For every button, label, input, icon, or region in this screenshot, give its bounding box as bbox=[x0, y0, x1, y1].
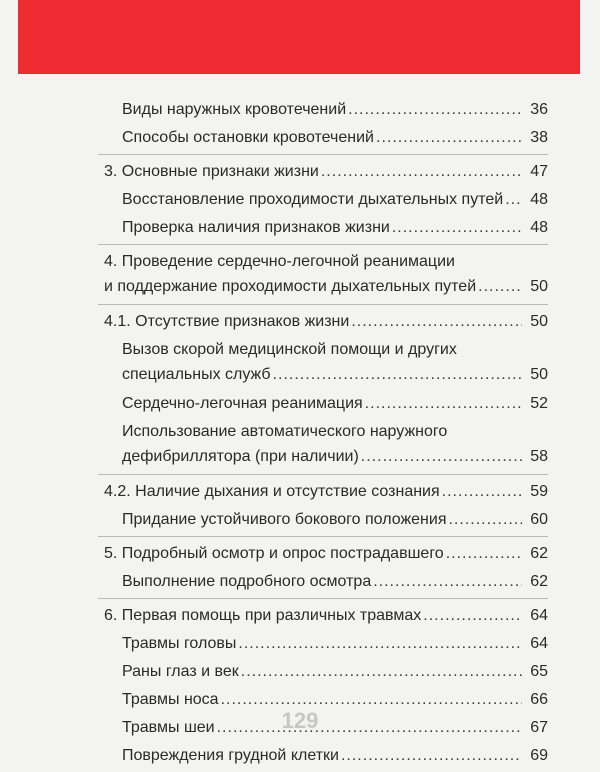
toc-entry-title: и поддержание проходимости дыхательных путей bbox=[104, 278, 477, 295]
toc-entry bbox=[122, 570, 548, 594]
toc-entry-line bbox=[104, 310, 548, 334]
toc-entry bbox=[122, 126, 548, 150]
toc-entry bbox=[104, 160, 548, 184]
toc-page-number: 59 bbox=[530, 483, 548, 500]
toc-entry-line bbox=[122, 444, 548, 470]
toc-dot-leader bbox=[341, 744, 522, 768]
toc-entry-title: 6. Первая помощь при различных травмах bbox=[104, 607, 422, 624]
toc-entry-title: 4. Проведение сердечно-легочной реанимации bbox=[104, 253, 455, 270]
toc-entry bbox=[104, 310, 548, 334]
toc-dot-leader bbox=[446, 542, 522, 566]
toc-page-number: 65 bbox=[530, 663, 548, 680]
toc-page-number: 52 bbox=[530, 395, 548, 412]
toc-entry-line bbox=[122, 660, 548, 684]
toc-page-number: 47 bbox=[530, 163, 548, 180]
toc-entry bbox=[104, 542, 548, 566]
toc-entry-title: Травмы шеи bbox=[122, 719, 215, 736]
toc-entry bbox=[122, 508, 548, 532]
toc-page-number: 62 bbox=[530, 573, 548, 590]
toc-entry-title: Восстановление проходимости дыхательных путей bbox=[122, 191, 504, 208]
section-divider bbox=[98, 244, 548, 245]
toc-entry bbox=[122, 98, 548, 122]
section-divider bbox=[98, 474, 548, 475]
toc-dot-leader bbox=[361, 444, 522, 470]
section-divider bbox=[98, 598, 548, 599]
toc-entry bbox=[122, 420, 548, 470]
toc-dot-leader bbox=[448, 508, 522, 532]
toc-page-number: 60 bbox=[530, 511, 548, 528]
toc-entry-line bbox=[122, 392, 548, 416]
toc-page-number: 64 bbox=[530, 607, 548, 624]
toc-page-number: 38 bbox=[530, 129, 548, 146]
toc-entry-line bbox=[122, 744, 548, 768]
toc-entry-title: 4.2. Наличие дыхания и отсутствие сознания bbox=[104, 483, 440, 500]
toc-entry-line bbox=[122, 420, 548, 444]
toc-entry-line bbox=[122, 98, 548, 122]
toc-entry-title: Травмы носа bbox=[122, 691, 219, 708]
toc-entry-line bbox=[122, 188, 548, 212]
toc-dot-leader bbox=[365, 392, 522, 416]
toc-entry-title: Травмы головы bbox=[122, 635, 237, 652]
toc-page-number: 58 bbox=[530, 448, 548, 465]
toc-entry-line bbox=[104, 542, 548, 566]
toc-entry-title: Виды наружных кровотечений bbox=[122, 101, 347, 118]
toc-dot-leader bbox=[238, 632, 522, 656]
toc-page-number: 50 bbox=[530, 278, 548, 295]
red-header-banner bbox=[18, 0, 580, 74]
toc-entry-title: 5. Подробный осмотр и опрос пострадавшего bbox=[104, 545, 444, 562]
toc-entry bbox=[122, 216, 548, 240]
toc-entry-line bbox=[122, 362, 548, 388]
toc-entry bbox=[122, 338, 548, 388]
toc-page-number: 50 bbox=[530, 366, 548, 383]
toc-entry-line bbox=[104, 604, 548, 628]
toc-entry-line bbox=[122, 632, 548, 656]
toc-dot-leader bbox=[351, 310, 522, 334]
page-number: 129 bbox=[281, 708, 319, 733]
toc-page-number: 66 bbox=[530, 691, 548, 708]
toc-page-number: 69 bbox=[530, 747, 548, 764]
toc-entry-title: Способы остановки кровотечений bbox=[122, 129, 374, 146]
toc-dot-leader bbox=[376, 126, 522, 150]
toc-entry-title: дефибриллятора (при наличии) bbox=[122, 448, 359, 465]
toc-dot-leader bbox=[373, 570, 522, 594]
toc-entry bbox=[104, 604, 548, 628]
toc-entry bbox=[122, 744, 548, 768]
toc-entry bbox=[122, 660, 548, 684]
toc-entry-title: Сердечно-легочная реанимация bbox=[122, 395, 363, 412]
toc-entry-line bbox=[122, 338, 548, 362]
table-of-contents bbox=[104, 98, 548, 772]
toc-entry-line bbox=[104, 160, 548, 184]
toc-dot-leader bbox=[442, 480, 522, 504]
toc-entry-line bbox=[122, 508, 548, 532]
toc-dot-leader bbox=[321, 160, 522, 184]
toc-page-number: 64 bbox=[530, 635, 548, 652]
toc-entry-line bbox=[122, 126, 548, 150]
toc-entry-title: Раны глаз и век bbox=[122, 663, 239, 680]
toc-entry-line bbox=[122, 570, 548, 594]
toc-entry-line bbox=[122, 216, 548, 240]
toc-entry-line bbox=[104, 480, 548, 504]
toc-page-number: 36 bbox=[530, 101, 548, 118]
toc-entry bbox=[104, 480, 548, 504]
toc-dot-leader bbox=[348, 98, 522, 122]
toc-dot-leader bbox=[423, 604, 522, 628]
toc-page-number: 62 bbox=[530, 545, 548, 562]
toc-entry-line bbox=[104, 250, 548, 274]
toc-dot-leader bbox=[392, 216, 522, 240]
toc-dot-leader bbox=[478, 274, 522, 300]
toc-page-number: 48 bbox=[530, 191, 548, 208]
toc-entry-title: Выполнение подробного осмотра bbox=[122, 573, 372, 590]
toc-entry bbox=[122, 632, 548, 656]
toc-entry-title: 3. Основные признаки жизни bbox=[104, 163, 319, 180]
toc-page-number: 48 bbox=[530, 219, 548, 236]
toc-entry-line bbox=[104, 274, 548, 300]
toc-entry bbox=[122, 188, 548, 212]
toc-dot-leader bbox=[241, 660, 522, 684]
section-divider bbox=[98, 154, 548, 155]
toc-page-number: 50 bbox=[530, 313, 548, 330]
toc-entry-title: специальных служб bbox=[122, 366, 271, 383]
toc-entry-title: Повреждения грудной клетки bbox=[122, 747, 339, 764]
toc-entry-title: Использование автоматического наружного bbox=[122, 423, 448, 440]
toc-entry-title: Вызов скорой медицинской помощи и других bbox=[122, 341, 457, 358]
toc-entry-title: Проверка наличия признаков жизни bbox=[122, 219, 390, 236]
toc-entry-title: Придание устойчивого бокового положения bbox=[122, 511, 447, 528]
toc-entry bbox=[104, 250, 548, 300]
toc-dot-leader bbox=[273, 362, 522, 388]
toc-dot-leader bbox=[505, 188, 522, 212]
toc-entry bbox=[122, 392, 548, 416]
section-divider bbox=[98, 304, 548, 305]
toc-entry-title: 4.1. Отсутствие признаков жизни bbox=[104, 313, 350, 330]
toc-page-number: 67 bbox=[530, 719, 548, 736]
section-divider bbox=[98, 536, 548, 537]
